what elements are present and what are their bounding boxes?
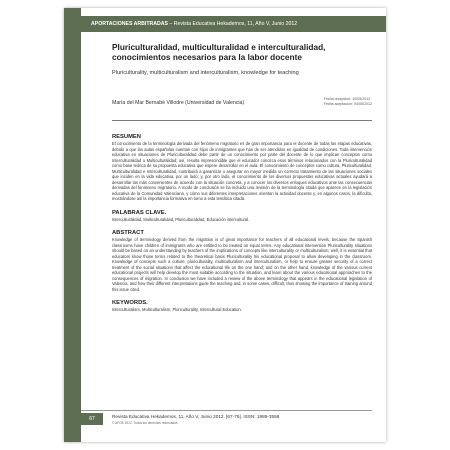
resumen-heading: RESUMEN <box>112 134 141 140</box>
keywords-heading: KEYWORDS. <box>112 300 148 306</box>
footer-journal: Revista Educativa Hekademos, 11, Año V, Junio 2012. [67-76]. ISSN: 1989-3558 <box>112 414 280 419</box>
title-divider <box>112 120 372 121</box>
footer-divider <box>81 410 372 411</box>
abstract-text: Knowledge of terminology derived from the migration is of great importance for teachers of all educational levels, because the Spanish classrooms have children of immigrants who are entitled to be treated on equal terms. Any educational intervention Pluriculturality situations should be based on an understanding by teachers of the implications of concepts like interculturality or multiculturalism; well, it is essential that educators know those terms related to the theoretical basis Pluriculturality his educational proposal to allow developing in the classroom. Knowledge of concepts such a culture, pluriculturality, multiculturalism and interculturalism, or help to ensure greater security of a correct treatment of the social situations that affect the educational life on the one hand; and on the other hand, knowledge of the various current educational projects will help develop the most suitable according to the situation, and learn about the various educational approaches to the consequences of migration. In conclusion we have included a review of the above terminology that appears in the educational legislation of Valencia, and how their different interpretations guide the teaching and, in some cases, difficult, thus showing the importance of training around this issue cited. <box>112 237 372 292</box>
abstract-heading: ABSTRACT <box>112 230 144 236</box>
header-section: APORTACIONES ARBITRADAS <box>91 21 168 27</box>
resumen-text: El conocimiento de la terminología derivada del fenómeno migratorio es de gran importancia para el docente de todas las etapas educativas, debido a que las aulas españolas cuentan con hijos de inmigrantes que han de ser atendidos en igualdad de condiciones. Toda intervención educativa en situaciones de Pluriculturalidad debe partir de un conocimiento por parte del docente de lo que implican conceptos como Interculturalidad o Multiculturalidad; así, resulta imprescindible que el educador conozca esos términos relacionados con la Pluriculturalidad como base teórica de su propuesta educativa que espere desarrollar en el aula. El conocimiento de conceptos como cultura, Pluriculturalidad, Multiculturalidad e Interculturalidad, contribuirá a garantizar o asegurar en mayor medida un correcto tratamiento de las situaciones sociales que inciden en la vida educativa, por un lado; y, por otro lado, el conocimiento de los diversos propuestas educativas actuales ayudará a desarrollar las más convenientes de acuerdo con la situación concreta, y a conocer los diversos enfoques educativos ante las consecuencias derivadas del fenómeno migratorio. A modo de conclusión se ha incluido una revisión de la terminología citada que aparece en la legislación educativa de la Comunidad Valenciana, y cómo sus diferentes interpretaciones orientan la actividad docente y, en algunos casos, la dificulta, mostrándose así la importancia formativa en torno a esta temática citada. <box>112 141 372 201</box>
article-page <box>64 8 386 442</box>
page-footer <box>81 410 386 432</box>
page-number: 67 <box>81 413 103 425</box>
footer-rights: © AFOE 2012. Todos los derechos reservados <box>112 421 178 425</box>
journal-header-bar <box>81 16 386 32</box>
article-title: Pluriculturalidad, multiculturalidad e interculturalidad, conocimientos necesarios para la labor docente <box>112 42 326 62</box>
article-dates <box>324 97 372 107</box>
header-journal-line: – Revista Educativa Hekademos, 11, Año V, Junio 2012 <box>167 21 298 27</box>
page-sidebar-stripe <box>64 8 81 442</box>
author-name: María del Mar Bernabé Villodre (Universidad de Valencia) <box>112 100 245 106</box>
author-block <box>112 97 372 111</box>
received-date: Fecha recepción: 10/05/2012 <box>323 97 371 101</box>
article-content <box>112 42 372 313</box>
palabras-clave-text: Interculturalidad, Multiculturalidad, Pluriculturalidad, Educación intercultural. <box>112 216 250 222</box>
article-subtitle: Pluriculturality, multiculturalism and interculturalism, knowledge for teaching <box>112 70 299 76</box>
palabras-clave-heading: PALABRAS CLAVE. <box>112 209 167 216</box>
accepted-date: Fecha aceptación: 04/06/2012 <box>323 102 372 106</box>
keywords-text: Interculturalism, Multiculturalism, Pluriculturality, Intercultural Education. <box>112 307 242 312</box>
